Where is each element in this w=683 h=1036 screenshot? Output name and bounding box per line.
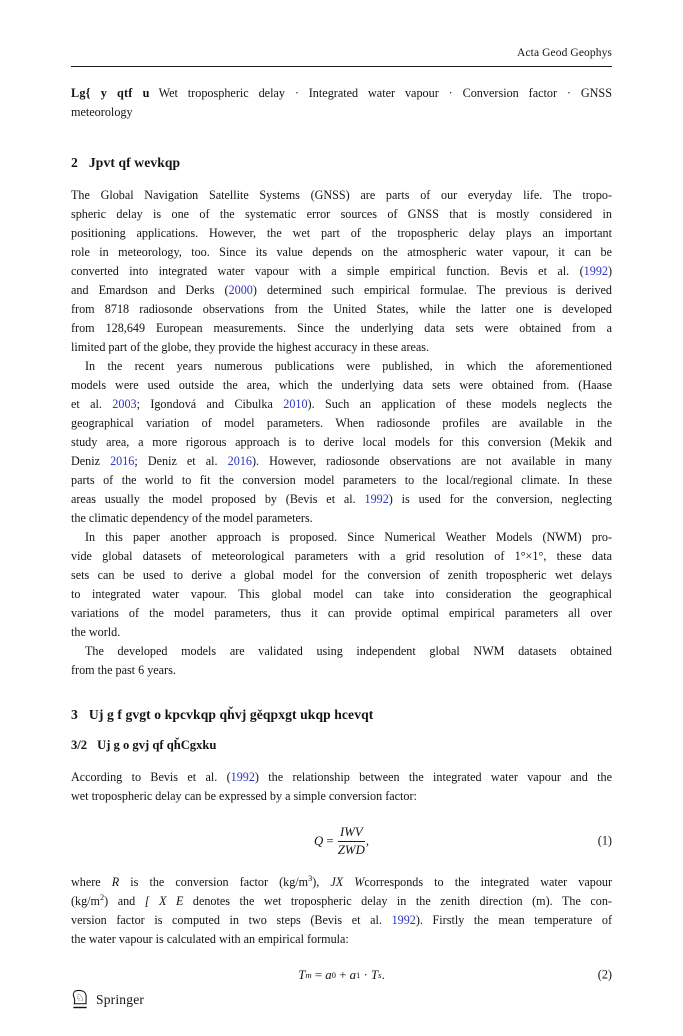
text-run: ) determined such empirical formulae. The previous is derived [252,283,612,297]
publisher-name: Springer [96,991,145,1007]
section-heading-3 [71,707,612,723]
text-run: vide global datasets of meteorological parameters with a grid resolution of 1°×1°, these data [71,549,612,563]
citation-link[interactable]: 1992 [364,492,389,506]
paragraph [71,873,612,949]
text-run: variations of the model parameters, thus it can provide optimal empirical parameters all over [71,606,612,620]
publisher-footer [71,989,144,1010]
text-run: According to Bevis et al. ( [71,770,231,784]
citation-link[interactable]: 1992 [391,913,416,927]
text-run: from 8718 radiosonde observations from the United States, while the latter one is developed [71,302,612,316]
text-line [71,471,612,490]
text-run: The Global Navigation Satellite Systems (GNSS) are parts of our everyday life. The tropo- [71,188,612,202]
eq1-fraction [338,825,365,858]
text-run: study area, a more rigorous approach is to derive local models for this conversion (Mekik and [71,435,612,449]
text-line [71,528,612,547]
header-rule [71,66,612,67]
eq1-numerator: IWV [338,825,365,842]
citation-link[interactable]: 2003 [112,397,137,411]
text-run: converted into integrated water vapour with a simple empirical function. Bevis et al. ( [71,264,584,278]
text-line [71,103,612,122]
text-run: ), [312,875,331,889]
text-line [71,911,612,930]
subsection-number: 3/2 [71,738,88,752]
citation-link[interactable]: 2016 [110,454,135,468]
text-line [71,205,612,224]
text-run: positioning applications. However, the wet part of the tropospheric delay plays an important [71,226,612,240]
text-line [71,319,612,338]
text-run: denotes the wet tropospheric delay in the zenith direction (m). The con- [183,894,612,908]
italic-variable: T [298,967,306,982]
text-line [71,623,612,642]
text-run: version factor is computed in two steps (Bevis et al. [71,913,392,927]
text-line [71,262,612,281]
equation-body [314,825,369,858]
italic-variable: a [325,967,332,982]
text-run: The developed models are validated using independent global NWM datasets obtained [85,644,612,658]
section-title: Uj g f gvgt o kpcvkqp qȟvj gěqpxgt ukqp hcevqt [88,707,374,722]
text-run: In this paper another approach is proposed. Since Numerical Weather Models (NWM) pro- [85,530,612,544]
text-line [71,452,612,471]
equation-1 [71,819,612,863]
keywords-block [71,84,612,122]
superscript: 3 [308,873,313,883]
citation-link[interactable]: 2016 [227,454,252,468]
text-line [71,547,612,566]
text-run: models were used outside the area, which the underlying data sets were obtained from. (Haase [71,378,612,392]
text-run: to integrated water vapour. This global model can take into consideration the geographical [71,587,612,601]
text-line [71,490,612,509]
svg-text:♘: ♘ [75,993,85,1005]
text-run: areas usually the model proposed by (Bevis et al. [71,492,365,506]
paragraph [71,528,612,642]
text-run: the climatic dependency of the model parameters. [71,511,313,525]
text-run: ). However, radiosonde observations are not available in many [251,454,613,468]
text-run: Deniz [71,454,111,468]
text-line [71,376,612,395]
italic-variable: [ X E [144,894,184,908]
paragraph [71,642,612,680]
running-head [71,0,612,59]
text-run: parts of the world to fit the conversion model parameters to the local/regional climate. In these [71,473,612,487]
text-run: limited part of the globe, they provide the highest accuracy in these areas. [71,340,430,354]
text-line [71,338,612,357]
section-title: Jpvt qf wevkqp [88,155,181,170]
text-run: the world. [71,625,121,639]
equation-number: (1) [597,833,612,848]
text-run: = [311,967,326,982]
text-line [71,395,612,414]
paragraph [71,186,612,357]
eq1-equals: = [323,833,337,848]
text-run: In the recent years numerous publications were published, in which the aforementioned [85,359,612,373]
eq1-denominator: ZWD [337,842,365,857]
section-number: 3 [71,707,78,722]
text-run: ) [607,264,612,278]
citation-link[interactable]: 2010 [283,397,308,411]
text-line [71,604,612,623]
text-run: ; Igondová and Cibulka [136,397,284,411]
journal-name: Acta Geod Geophys [517,47,612,59]
text-run: from 128,649 European measurements. Since the underlying data sets were obtained from a [71,321,612,335]
text-run: (kg/m [71,894,100,908]
text-line [71,768,612,787]
text-run: + [336,967,350,982]
italic-variable: T [371,967,379,982]
eq1-lhs: Q [313,833,324,848]
text-run: and Emardson and Derks ( [71,283,229,297]
italic-variable: JX W [330,875,365,889]
text-line [71,300,612,319]
text-line [71,585,612,604]
text-line [71,509,612,528]
text-line [71,566,612,585]
text-run: et al. [71,397,113,411]
citation-link[interactable]: 1992 [230,770,255,784]
text-run: role in meteorology, too. Since its value depends on the atmospheric water vapour, it can be [71,245,612,259]
text-line [71,433,612,452]
keywords-label: Lg{ y qtf u [71,86,150,100]
text-line [71,642,612,661]
text-run: is the conversion factor (kg/m [119,875,309,889]
text-line [71,186,612,205]
text-run: from the past 6 years. [71,663,176,677]
text-run: geographical variation of model parameters. When radiosonde profiles are available in the [71,416,612,430]
text-line [71,281,612,300]
text-run: sets can be used to derive a global model for the conversion of zenith tropospheric wet delays [71,568,612,582]
text-line [71,414,612,433]
text-run: ) the relationship between the integrated water vapour and the [254,770,612,784]
equation-2 [71,963,612,987]
text-line [71,787,612,806]
paragraph [71,768,612,806]
text-line [71,357,612,376]
text-line [71,873,612,892]
equation-body: T m = a 0 + a 1 · T s . [298,967,385,982]
text-run: wet tropospheric delay can be expressed by a simple conversion factor: [71,789,417,803]
equation-number: (2) [597,967,612,982]
text-run: ) is used for the conversion, neglecting [388,492,612,506]
text-line [71,224,612,243]
text-line [71,661,612,680]
text-run: . [381,967,385,982]
subsection-heading-3-1 [71,738,612,753]
text-run: Wet tropospheric delay · Integrated water vapour · Conversion factor · GNSS [158,86,612,100]
italic-variable: R [111,875,120,889]
italic-variable: a [349,967,357,982]
eq1-trailing-comma: , [365,833,370,848]
text-line [71,84,612,103]
springer-logo-icon [71,989,89,1010]
text-run: corresponds to the integrated water vapour [364,875,613,889]
text-line [71,892,612,911]
subsection-title: Uj g o gvj qf qȟCgxku [97,738,217,752]
text-run: meteorology [71,105,133,119]
text-line [71,930,612,949]
section-number: 2 [71,155,78,170]
section-heading-2 [71,155,612,171]
text-run: ). Such an application of these models neglects the [307,397,612,411]
text-run: where [71,875,112,889]
citation-link[interactable]: 1992 [583,264,608,278]
text-run: spheric delay is one of the systematic error sources of GNSS that is mostly considered in [71,207,612,221]
text-run: · [360,967,372,982]
paragraph [71,357,612,528]
text-run: the water vapour is calculated with an empirical formula: [71,932,349,946]
text-run: ) and [104,894,145,908]
text-line [71,243,612,262]
text-run: ; Deniz et al. [134,454,228,468]
superscript: 2 [100,892,105,902]
text-run: ). Firstly the mean temperature of [415,913,613,927]
citation-link[interactable]: 2000 [228,283,253,297]
